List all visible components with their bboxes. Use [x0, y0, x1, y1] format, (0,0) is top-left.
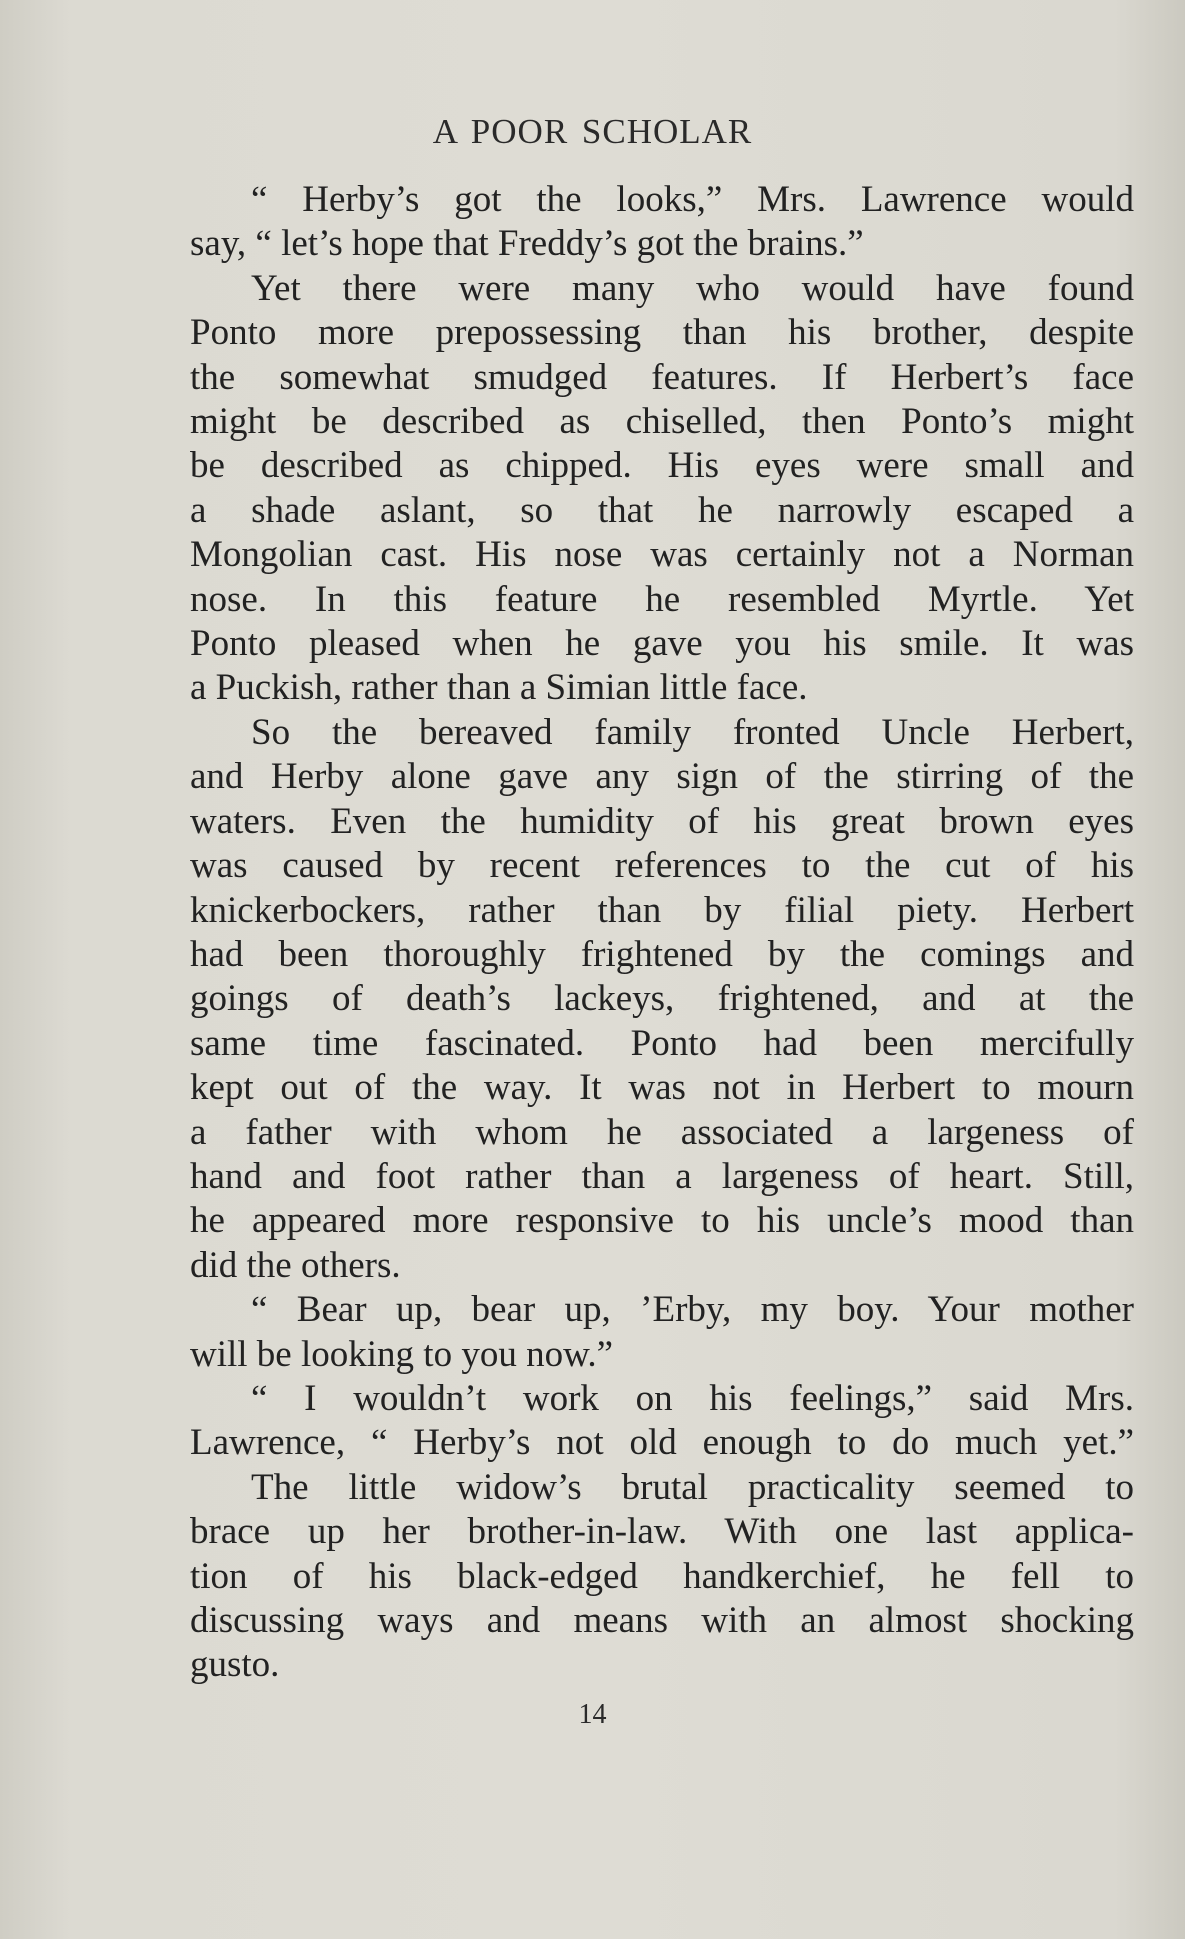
text-line: Yet there were many who would have found	[251, 267, 1134, 309]
text-line: waters. Even the humidity of his great brown eyes	[190, 800, 1134, 842]
text-line: Ponto more prepossessing than his brother, despite	[190, 312, 1134, 354]
text-line: a shade aslant, so that he narrowly escaped a	[190, 489, 1134, 531]
text-line: did the others.	[190, 1244, 401, 1286]
text-line: “ I wouldn’t work on his feelings,” said Mrs.	[251, 1377, 1134, 1419]
text-line: Mongolian cast. His nose was certainly not a Norman	[190, 534, 1134, 576]
text-line: The little widow’s brutal practicality seemed to	[251, 1466, 1134, 1508]
text-line: might be described as chiselled, then Ponto’s might	[190, 401, 1134, 443]
page-number: 14	[578, 1699, 607, 1730]
text-line: was caused by recent references to the cut of his	[190, 845, 1134, 887]
text-line: gusto.	[190, 1644, 280, 1686]
text-line: tion of his black-edged handkerchief, he fell to	[190, 1555, 1134, 1597]
text-line: Ponto pleased when he gave you his smile. It was	[190, 623, 1134, 665]
text-line: the somewhat smudged features. If Herbert’s face	[190, 356, 1134, 398]
text-line: brace up her brother-in-law. With one last applica-	[190, 1511, 1134, 1553]
text-line: a father with whom he associated a largeness of	[190, 1111, 1134, 1153]
text-line: same time fascinated. Ponto had been mercifully	[190, 1022, 1134, 1064]
text-line: Lawrence, “ Herby’s not old enough to do much yet.”	[190, 1422, 1134, 1464]
body-text	[190, 178, 1134, 1688]
text-line: “ Herby’s got the looks,” Mrs. Lawrence would	[251, 179, 1134, 220]
text-line: and Herby alone gave any sign of the stirring of the	[190, 756, 1134, 798]
text-line: a Puckish, rather than a Simian little face.	[190, 667, 808, 709]
text-line: nose. In this feature he resembled Myrtle. Yet	[190, 578, 1134, 620]
text-line: knickerbockers, rather than by filial piety. Herbert	[190, 889, 1134, 931]
text-line: had been thoroughly frightened by the comings and	[190, 933, 1134, 975]
text-line: be described as chipped. His eyes were small and	[190, 445, 1134, 487]
text-line: he appeared more responsive to his uncle’s mood than	[190, 1200, 1134, 1242]
running-head: A POOR SCHOLAR	[432, 112, 753, 151]
text-line: So the bereaved family fronted Uncle Herbert,	[251, 711, 1134, 753]
text-line: discussing ways and means with an almost shocking	[190, 1600, 1134, 1641]
text-line: “ Bear up, bear up, ’Erby, my boy. Your mother	[251, 1289, 1134, 1331]
text-line: goings of death’s lackeys, frightened, and at the	[190, 978, 1134, 1020]
text-line: will be looking to you now.”	[190, 1333, 614, 1375]
text-line: kept out of the way. It was not in Herbert to mourn	[190, 1067, 1134, 1109]
text-line: say, “ let’s hope that Freddy’s got the brains.”	[190, 223, 864, 265]
text-line: hand and foot rather than a largeness of heart. Still,	[190, 1155, 1134, 1197]
